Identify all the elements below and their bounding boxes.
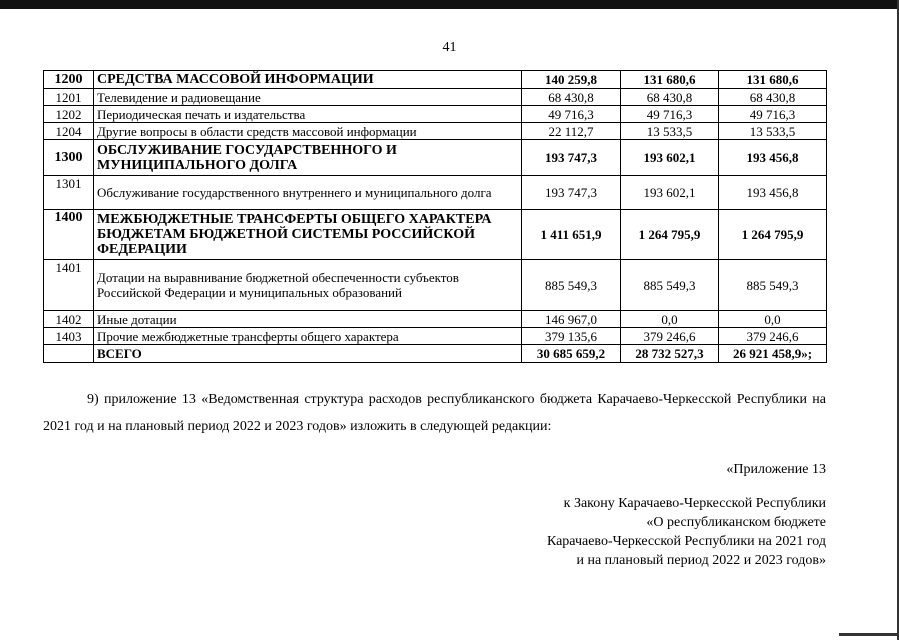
row-name: ВСЕГО [94,345,522,363]
row-code: 1204 [44,123,94,140]
row-value-2022: 13 533,5 [621,123,719,140]
row-name: ОБСЛУЖИВАНИЕ ГОСУДАРСТВЕННОГО И МУНИЦИПАЛЬНОГО ДОЛГА [94,140,522,176]
row-value-2021: 146 967,0 [522,311,621,328]
row-code: 1403 [44,328,94,345]
row-code: 1301 [44,176,94,210]
row-value-2021: 193 747,3 [522,140,621,176]
row-value-2021: 22 112,7 [522,123,621,140]
row-name: Телевидение и радиовещание [94,89,522,106]
row-value-2023: 193 456,8 [719,140,827,176]
row-code: 1402 [44,311,94,328]
row-value-2023: 13 533,5 [719,123,827,140]
table-row [44,328,827,345]
row-value-2021: 140 259,8 [522,71,621,89]
page-top-border [0,0,899,9]
table-row-total [44,345,827,363]
budget-table [43,70,827,363]
appendix-line-4: и на плановый период 2022 и 2023 годов» [576,553,826,568]
row-name: СРЕДСТВА МАССОВОЙ ИНФОРМАЦИИ [94,71,522,89]
row-name: Другие вопросы в области средств массовой информации [94,123,522,140]
row-name: Иные дотации [94,311,522,328]
row-value-2023: 193 456,8 [719,176,827,210]
row-value-2021: 1 411 651,9 [522,210,621,260]
table-row [44,140,827,176]
row-value-2023: 131 680,6 [719,71,827,89]
row-value-2021: 49 716,3 [522,106,621,123]
row-value-2022: 28 732 527,3 [621,345,719,363]
row-name: Прочие межбюджетные трансферты общего характера [94,328,522,345]
row-code: 1202 [44,106,94,123]
row-name: Обслуживание государственного внутреннего и муниципального долга [94,176,522,210]
row-value-2022: 0,0 [621,311,719,328]
row-code [44,345,94,363]
row-name: Дотации на выравнивание бюджетной обеспеченности субъектов Российской Федерации и муниципальных образований [94,260,522,311]
row-value-2021: 68 430,8 [522,89,621,106]
appendix-title: «Приложение 13 [726,462,826,477]
row-value-2022: 1 264 795,9 [621,210,719,260]
table-row [44,123,827,140]
row-code: 1400 [44,210,94,260]
table-row [44,260,827,311]
table-row [44,311,827,328]
row-value-2021: 193 747,3 [522,176,621,210]
row-code: 1201 [44,89,94,106]
row-code: 1300 [44,140,94,176]
row-value-2023: 68 430,8 [719,89,827,106]
appendix-line-1: к Закону Карачаево-Черкесской Республики [563,496,826,511]
page-number: 41 [442,40,457,55]
row-value-2022: 68 430,8 [621,89,719,106]
amendment-paragraph: 9) приложение 13 «Ведомственная структура расходов республиканского бюджета Карачаево-Черкесской Республики на 2021 год и на плановый период 2022 и 2023 годов» изложить в следующей редакции: [43,392,826,434]
row-code: 1401 [44,260,94,311]
appendix-line-2: «О республиканском бюджете [646,515,826,530]
table-row [44,71,827,89]
row-name: МЕЖБЮДЖЕТНЫЕ ТРАНСФЕРТЫ ОБЩЕГО ХАРАКТЕРА БЮДЖЕТАМ БЮДЖЕТНОЙ СИСТЕМЫ РОССИЙСКОЙ ФЕДЕРАЦИИ [94,210,522,260]
row-value-2022: 193 602,1 [621,176,719,210]
row-value-2023: 0,0 [719,311,827,328]
row-value-2023: 49 716,3 [719,106,827,123]
row-code: 1200 [44,71,94,89]
row-value-2022: 193 602,1 [621,140,719,176]
table-row [44,176,827,210]
row-value-2023: 26 921 458,9»; [719,345,827,363]
row-value-2021: 30 685 659,2 [522,345,621,363]
appendix-line-3: Карачаево-Черкесской Республики на 2021 год [546,534,826,549]
table-row [44,210,827,260]
row-value-2022: 885 549,3 [621,260,719,311]
row-value-2021: 379 135,6 [522,328,621,345]
row-value-2022: 49 716,3 [621,106,719,123]
row-name: Периодическая печать и издательства [94,106,522,123]
row-value-2023: 1 264 795,9 [719,210,827,260]
row-value-2023: 885 549,3 [719,260,827,311]
row-value-2021: 885 549,3 [522,260,621,311]
table-row [44,106,827,123]
page-bottom-edge [839,633,899,636]
table-row [44,89,827,106]
row-value-2023: 379 246,6 [719,328,827,345]
row-value-2022: 379 246,6 [621,328,719,345]
row-value-2022: 131 680,6 [621,71,719,89]
